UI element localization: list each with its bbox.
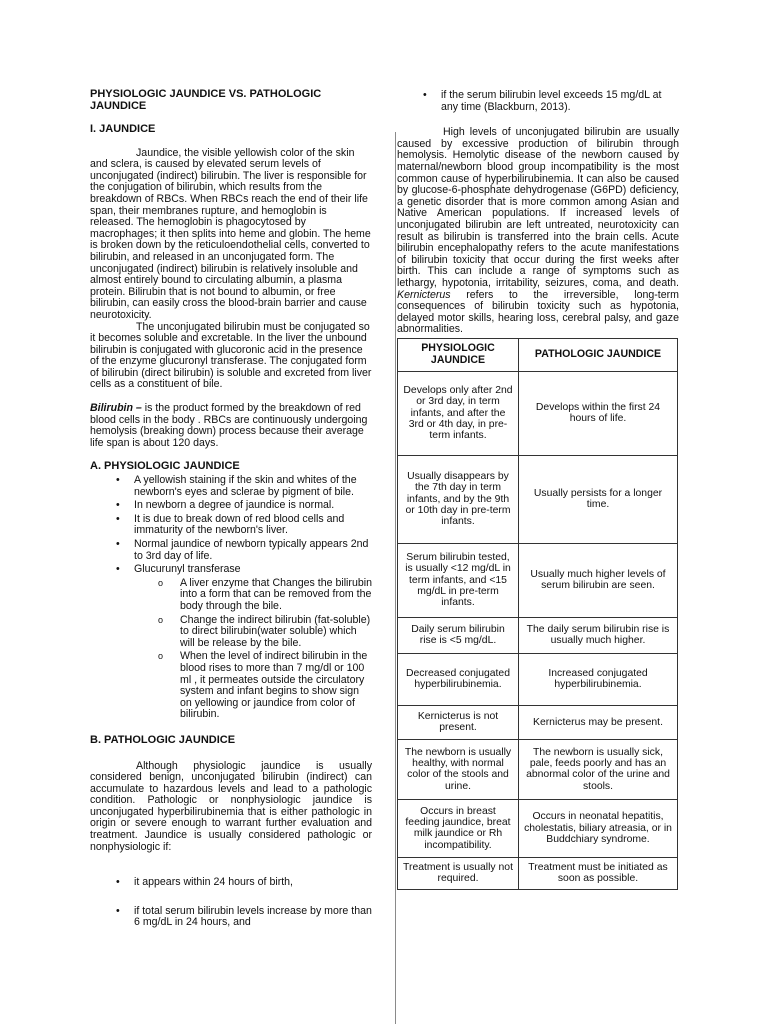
table-cell: Treatment is usually not required. [398,857,519,889]
physiologic-bullet-list [90,475,372,576]
table-cell: Usually much higher levels of serum bilirubin are seen. [519,543,678,617]
section-heading-physiologic: A. PHYSIOLOGIC JAUNDICE [90,460,240,473]
table-cell: Kernicterus is not present. [398,705,519,739]
table-row [398,799,678,857]
bilirubin-definition [90,403,372,449]
table-cell: Daily serum bilirubin rise is <5 mg/dL. [398,617,519,653]
table-row [398,543,678,617]
table-cell: Usually persists for a longer time. [519,455,678,543]
table-cell: Increased conjugated hyperbilirubinemia. [519,653,678,705]
pathologic-criteria-list-continued [397,90,679,113]
hyperbilirubinemia-paragraph [397,127,679,336]
list-item: • if total serum bilirubin levels increase by more than 6 mg/dL in 24 hours, and [90,906,372,929]
table-row [398,617,678,653]
table-cell: Develops within the first 24 hours of life. [519,371,678,455]
bilirubin-term: Bilirubin – [90,402,142,415]
column-divider [395,132,396,1024]
table-cell: Usually disappears by the 7th day in term infants, and by the 9th or 10th day in pre-term infants. [398,455,519,543]
list-item: • it appears within 24 hours of birth, [90,877,372,889]
left-column [90,88,372,929]
list-item: • A yellowish staining if the skin and whites of the newborn's eyes and sclerae by pigment of bile. [90,475,372,498]
table-cell: Develops only after 2nd or 3rd day, in term infants, and after the 3rd or 4th day, in pre-term infants. [398,371,519,455]
table-cell: The daily serum bilirubin rise is usually much higher. [519,617,678,653]
table-cell: Serum bilirubin tested, is usually <12 mg/dL in term infants, and <15 mg/dL in pre-term infants. [398,543,519,617]
pathologic-criteria-list [90,877,372,929]
bilirubin-definition-text: is the product formed by the breakdown of red blood cells in the body . RBCs are continuously undergoing hemolysis (breaking down) process because their average life span is about 120 days. [90,402,368,449]
list-item: o Change the indirect bilirubin (fat-soluble) to direct bilirubin(water soluble) which will be release by the bile. [90,615,372,650]
jaundice-paragraph: Jaundice, the visible yellowish color of the skin and sclera, is caused by elevated serum levels of unconjugated (indirect) bilirubin. The liver is responsible for the conjugation of bilirubin, which results from the breakdown of RBCs. When RBCs reach the end of their life span, their membranes rupture, and hemoglobin is released. The hemoglobin is phagocytosed by macrophages; it then splits into heme and globin. The heme is broken down by the reticuloendothelial cells, converted to bilirubin, and released in an unconjugated form. The unconjugated (indirect) bilirubin is relatively insoluble and almost entirely bound to circulating albumin, a plasma protein. Bilirubin that is not bound to albumin, or free bilirubin, can easily cross the blood-brain barrier and cause neurotoxicity. [90,146,371,321]
table-row [398,705,678,739]
list-item: • Glucurunyl transferase [90,564,372,576]
right-column [397,90,679,890]
table-row [398,739,678,799]
list-item: • In newborn a degree of jaundice is normal. [90,500,372,512]
enzyme-sub-bullet-list [90,578,372,721]
document-title: PHYSIOLOGIC JAUNDICE VS. PATHOLOGIC JAUNDICE [90,88,322,112]
table-cell: Treatment must be initiated as soon as possible. [519,857,678,889]
conjugation-paragraph: The unconjugated bilirubin must be conjugated so it becomes soluble and excretable. In the liver the unbound bilirubin is conjugated with glucoronic acid in the presence of the enzyme glucuronyl transferase. The conjugated form of bilirubin (direct bilirubin) is soluble and excreted from liver cells as a constituent of bile. [90,320,372,391]
table-cell: The newborn is usually healthy, with normal color of the stools and urine. [398,739,519,799]
paragraph-text: refers to the irreversible, long-term consequences of bilirubin toxicity such as hypotonia, delayed motor skills, hearing loss, cerebral palsy, and gaze abnormalities. [397,288,679,336]
kernicterus-term: Kernicterus [397,288,451,301]
list-item: • Normal jaundice of newborn typically appears 2nd to 3rd day of life. [90,539,372,562]
table-cell: Decreased conjugated hyperbilirubinemia. [398,653,519,705]
header-physiologic: PHYSIOLOGIC JAUNDICE [398,338,519,371]
comparison-table [397,338,678,890]
list-item: • It is due to break down of red blood cells and immaturity of the newborn's liver. [90,514,372,537]
pathologic-paragraph: Although physiologic jaundice is usually considered benign, unconjugated bilirubin (indirect) can accumulate to hazardous levels and lead to a pathologic condition. Pathologic or nonphysiologic jaundice is unconjugated hyperbilirubinemia that is either pathologic in origin or severe enough to warrant further evaluation and treatment. Jaundice is usually considered pathologic or nonphysiologic if: [90,759,372,853]
table-row [398,371,678,455]
section-heading-jaundice: I. JAUNDICE [90,123,156,135]
table-cell: The newborn is usually sick, pale, feeds poorly and has an abnormal color of the urine and stools. [519,739,678,799]
table-header-row [398,338,678,371]
table-cell: Occurs in breast feeding jaundice, breat milk jaundice or Rh incompatibility. [398,799,519,857]
table-cell: Kernicterus may be present. [519,705,678,739]
table-row [398,455,678,543]
paragraph-text: High levels of unconjugated bilirubin are usually caused by excessive production of bilirubin through hemolysis. Hemolytic disease of the newborn caused by maternal/newborn blood group incompatibility is the most common cause of hyperbilirubinemia. It can also be caused by glucose-6-phosphate dehydrogenase (G6PD) deficiency, a genetic disorder that is more common among Asian and Native American populations. If increased levels of unconjugated bilirubin are left untreated, neurotoxicity can result as bilirubin is transferred into the brain cells. Acute bilirubin encephalopathy refers to the acute manifestations of bilirubin toxicity that occur during the first weeks after birth. This can include a range of symptoms such as lethargy, hypotonia, irritability, seizures, coma, and death. [397,126,679,289]
table-cell: Occurs in neonatal hepatitis, cholestatis, biliary atreasia, or in Buddchiary syndrome. [519,799,678,857]
list-item: • if the serum bilirubin level exceeds 15 mg/dL at any time (Blackburn, 2013). [397,90,679,113]
section-heading-pathologic: B. PATHOLOGIC JAUNDICE [90,733,236,746]
list-item: o When the level of indirect bilirubin in the blood rises to more than 7 mg/dl or 100 ml , it permeates outside the circulatory system and infant begins to show sign on yellowing or jaundice from color of bilirubin. [90,651,372,721]
list-item: o A liver enzyme that Changes the bilirubin into a form that can be removed from the body through the bile. [90,578,372,613]
header-pathologic: PATHOLOGIC JAUNDICE [519,338,678,371]
table-row [398,653,678,705]
table-row [398,857,678,889]
